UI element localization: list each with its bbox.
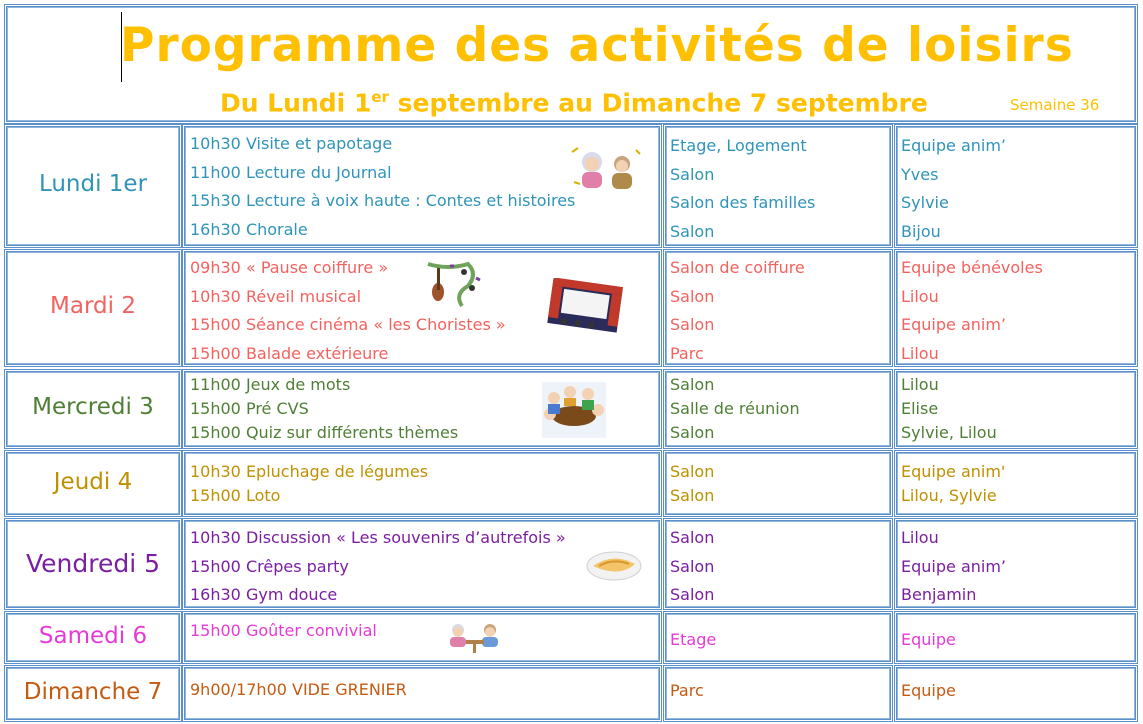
- place-line: Salon des familles: [670, 193, 816, 212]
- day-label: Samedi 6: [38, 622, 148, 649]
- day-label: Vendredi 5: [25, 549, 161, 578]
- staff-line: Equipe anim’: [901, 136, 1006, 155]
- day-label: Lundi 1er: [38, 171, 148, 197]
- place-line: Etage: [670, 630, 717, 649]
- place-line: Salon: [670, 585, 715, 604]
- crepe-icon: [585, 546, 643, 582]
- staff-line: Equipe anim’: [901, 557, 1006, 576]
- place-line: Salon de coiffure: [670, 258, 805, 277]
- activity-line: 11h00 Jeux de mots: [190, 375, 351, 394]
- staff-line: Yves: [901, 165, 939, 184]
- place-line: Salon: [670, 375, 715, 394]
- activity-line: 10h30 Discussion « Les souvenirs d’autrefois »: [190, 528, 566, 547]
- week-number: Semaine 36: [1010, 96, 1100, 114]
- staff-line: Equipe: [901, 630, 956, 649]
- table-cell: [894, 450, 1138, 517]
- place-line: Salle de réunion: [670, 399, 800, 418]
- day-label: Jeudi 4: [53, 468, 133, 495]
- staff-line: Lilou: [901, 287, 939, 306]
- table-cell: [182, 450, 662, 517]
- staff-line: Equipe bénévoles: [901, 258, 1043, 277]
- elderly-couple-icon: [570, 142, 642, 192]
- activity-line: 15h00 Pré CVS: [190, 399, 309, 418]
- activity-line: 16h30 Gym douce: [190, 585, 338, 604]
- activity-line: 16h30 Chorale: [190, 220, 308, 239]
- staff-line: Equipe anim’: [901, 315, 1006, 334]
- date-range-end: septembre au Dimanche 7 septembre: [388, 88, 928, 118]
- place-line: Salon: [670, 287, 715, 306]
- activity-line: 10h30 Réveil musical: [190, 287, 362, 306]
- staff-line: Lilou: [901, 528, 939, 547]
- place-line: Salon: [670, 462, 715, 481]
- date-range-start: Du Lundi 1: [220, 88, 372, 118]
- staff-line: Bijou: [901, 222, 941, 241]
- staff-line: Benjamin: [901, 585, 977, 604]
- activity-line: 10h30 Epluchage de légumes: [190, 462, 429, 481]
- staff-line: Lilou: [901, 344, 939, 363]
- staff-line: Equipe anim': [901, 462, 1006, 481]
- staff-line: Sylvie: [901, 193, 949, 212]
- staff-line: Sylvie, Lilou: [901, 423, 997, 442]
- music-notes-icon: [420, 258, 486, 308]
- page-title: Programme des activités de loisirs: [120, 18, 1074, 73]
- staff-line: Lilou, Sylvie: [901, 486, 997, 505]
- place-line: Parc: [670, 681, 704, 700]
- date-range: [220, 88, 928, 117]
- date-range-ordinal: er: [371, 88, 389, 106]
- activity-line: 15h00 Loto: [190, 486, 281, 505]
- cinema-screen-icon: [546, 278, 624, 334]
- day-label: Mardi 2: [50, 293, 136, 319]
- staff-line: Lilou: [901, 375, 939, 394]
- activity-line: 9h00/17h00 VIDE GRENIER: [190, 680, 407, 699]
- day-label: Mercredi 3: [32, 394, 154, 420]
- place-line: Parc: [670, 344, 704, 363]
- activity-line: 09h30 « Pause coiffure »: [190, 258, 389, 277]
- activity-line: 15h00 Balade extérieure: [190, 344, 389, 363]
- day-label: Dimanche 7: [23, 678, 163, 705]
- place-line: Salon: [670, 315, 715, 334]
- activity-line: 15h00 Crêpes party: [190, 557, 349, 576]
- tea-party-icon: [444, 620, 506, 654]
- place-line: Salon: [670, 222, 715, 241]
- place-line: Etage, Logement: [670, 136, 807, 155]
- activity-line: 10h30 Visite et papotage: [190, 134, 393, 153]
- place-line: Salon: [670, 486, 715, 505]
- table-cell: [663, 450, 893, 517]
- activity-line: 15h30 Lecture à voix haute : Contes et histoires: [190, 191, 576, 210]
- staff-line: Elise: [901, 399, 939, 418]
- place-line: Salon: [670, 423, 715, 442]
- place-line: Salon: [670, 165, 715, 184]
- activity-line: 15h00 Goûter convivial: [190, 621, 377, 640]
- activity-line: 15h00 Quiz sur différents thèmes: [190, 423, 459, 442]
- activity-line: 15h00 Séance cinéma « les Choristes »: [190, 315, 506, 334]
- meeting-table-icon: [540, 380, 608, 440]
- staff-line: Equipe: [901, 681, 956, 700]
- activity-line: 11h00 Lecture du Journal: [190, 163, 392, 182]
- place-line: Salon: [670, 528, 715, 547]
- place-line: Salon: [670, 557, 715, 576]
